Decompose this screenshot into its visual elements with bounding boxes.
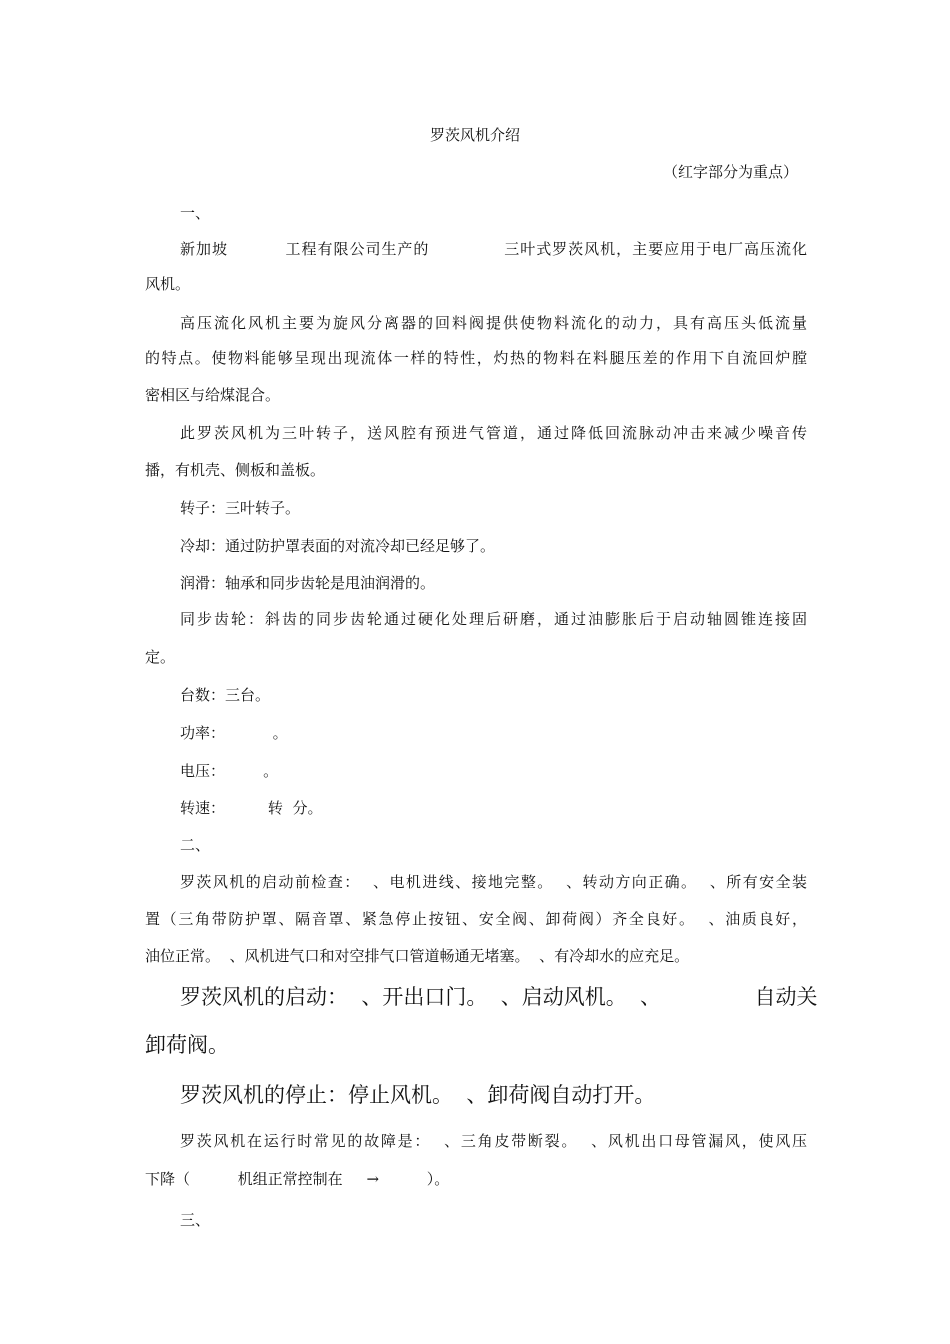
page-title: 罗茨风机介绍 <box>429 126 520 144</box>
precheck-line-2: 置（三角带防护罩、隔音罩、紧急停止按钮、安全阀、卸荷阀）齐全良好。 、油质良好， <box>145 910 807 928</box>
precheck-line-1: 罗茨风机的启动前检查： 、电机进线、接地完整。 、转动方向正确。 、所有安全装 <box>180 873 807 891</box>
paragraph-intro-line-1: 新加坡 工程有限公司生产的 三叶式罗茨风机，主要应用于电厂高压流化 <box>180 240 807 258</box>
startup-line-2: 卸荷阀。 <box>145 1033 229 1057</box>
stop-line: 罗茨风机的停止：停止风机。 、卸荷阀自动打开。 <box>180 1083 656 1107</box>
spec-gear-line-1: 同步齿轮：斜齿的同步齿轮通过硬化处理后研磨，通过油膨胀后于启动轴圆锥连接固 <box>180 610 807 628</box>
paragraph-structure-line-1: 此罗茨风机为三叶转子，送风腔有预进气管道，通过降低回流脉动冲击来减少噪音传 <box>180 424 807 442</box>
spec-lubrication: 润滑：轴承和同步齿轮是甩油润滑的。 <box>180 574 436 592</box>
paragraph-structure-line-2: 播，有机壳、侧板和盖板。 <box>145 461 326 479</box>
paragraph-intro-line-2: 风机。 <box>145 275 191 293</box>
startup-line-1: 罗茨风机的启动： 、开出口门。 、启动风机。 、 自动关 <box>180 985 818 1009</box>
section-number-3: 三、 <box>180 1211 211 1229</box>
spec-cooling: 冷却：通过防护罩表面的对流冷却已经足够了。 <box>180 537 496 555</box>
paragraph-purpose-line-3: 密相区与给煤混合。 <box>145 386 281 404</box>
spec-speed: 转速： 转 分。 <box>180 799 323 817</box>
section-number-2: 二、 <box>180 836 211 854</box>
section-number-1: 一、 <box>180 204 211 222</box>
faults-line-1: 罗茨风机在运行时常见的故障是： 、三角皮带断裂。 、风机出口母管漏风，使风压 <box>180 1132 807 1150</box>
paragraph-purpose-line-2: 的特点。使物料能够呈现出现流体一样的特性，灼热的物料在料腿压差的作用下自流回炉膛 <box>145 349 807 367</box>
spec-gear-line-2: 定。 <box>145 648 176 666</box>
spec-voltage: 电压： 。 <box>180 762 279 780</box>
paragraph-purpose-line-1: 高压流化风机主要为旋风分离器的回料阀提供使物料流化的动力，具有高压头低流量 <box>180 314 807 332</box>
emphasis-note: （红字部分为重点） <box>663 163 799 181</box>
precheck-line-3: 油位正常。 、风机进气口和对空排气口管道畅通无堵塞。 、有冷却水的应充足。 <box>145 947 690 965</box>
spec-count: 台数：三台。 <box>180 686 271 704</box>
spec-power: 功率： 。 <box>180 724 288 742</box>
faults-line-2: 下降（ 机组正常控制在 → ）。 <box>145 1170 450 1188</box>
spec-rotor: 转子：三叶转子。 <box>180 499 301 517</box>
